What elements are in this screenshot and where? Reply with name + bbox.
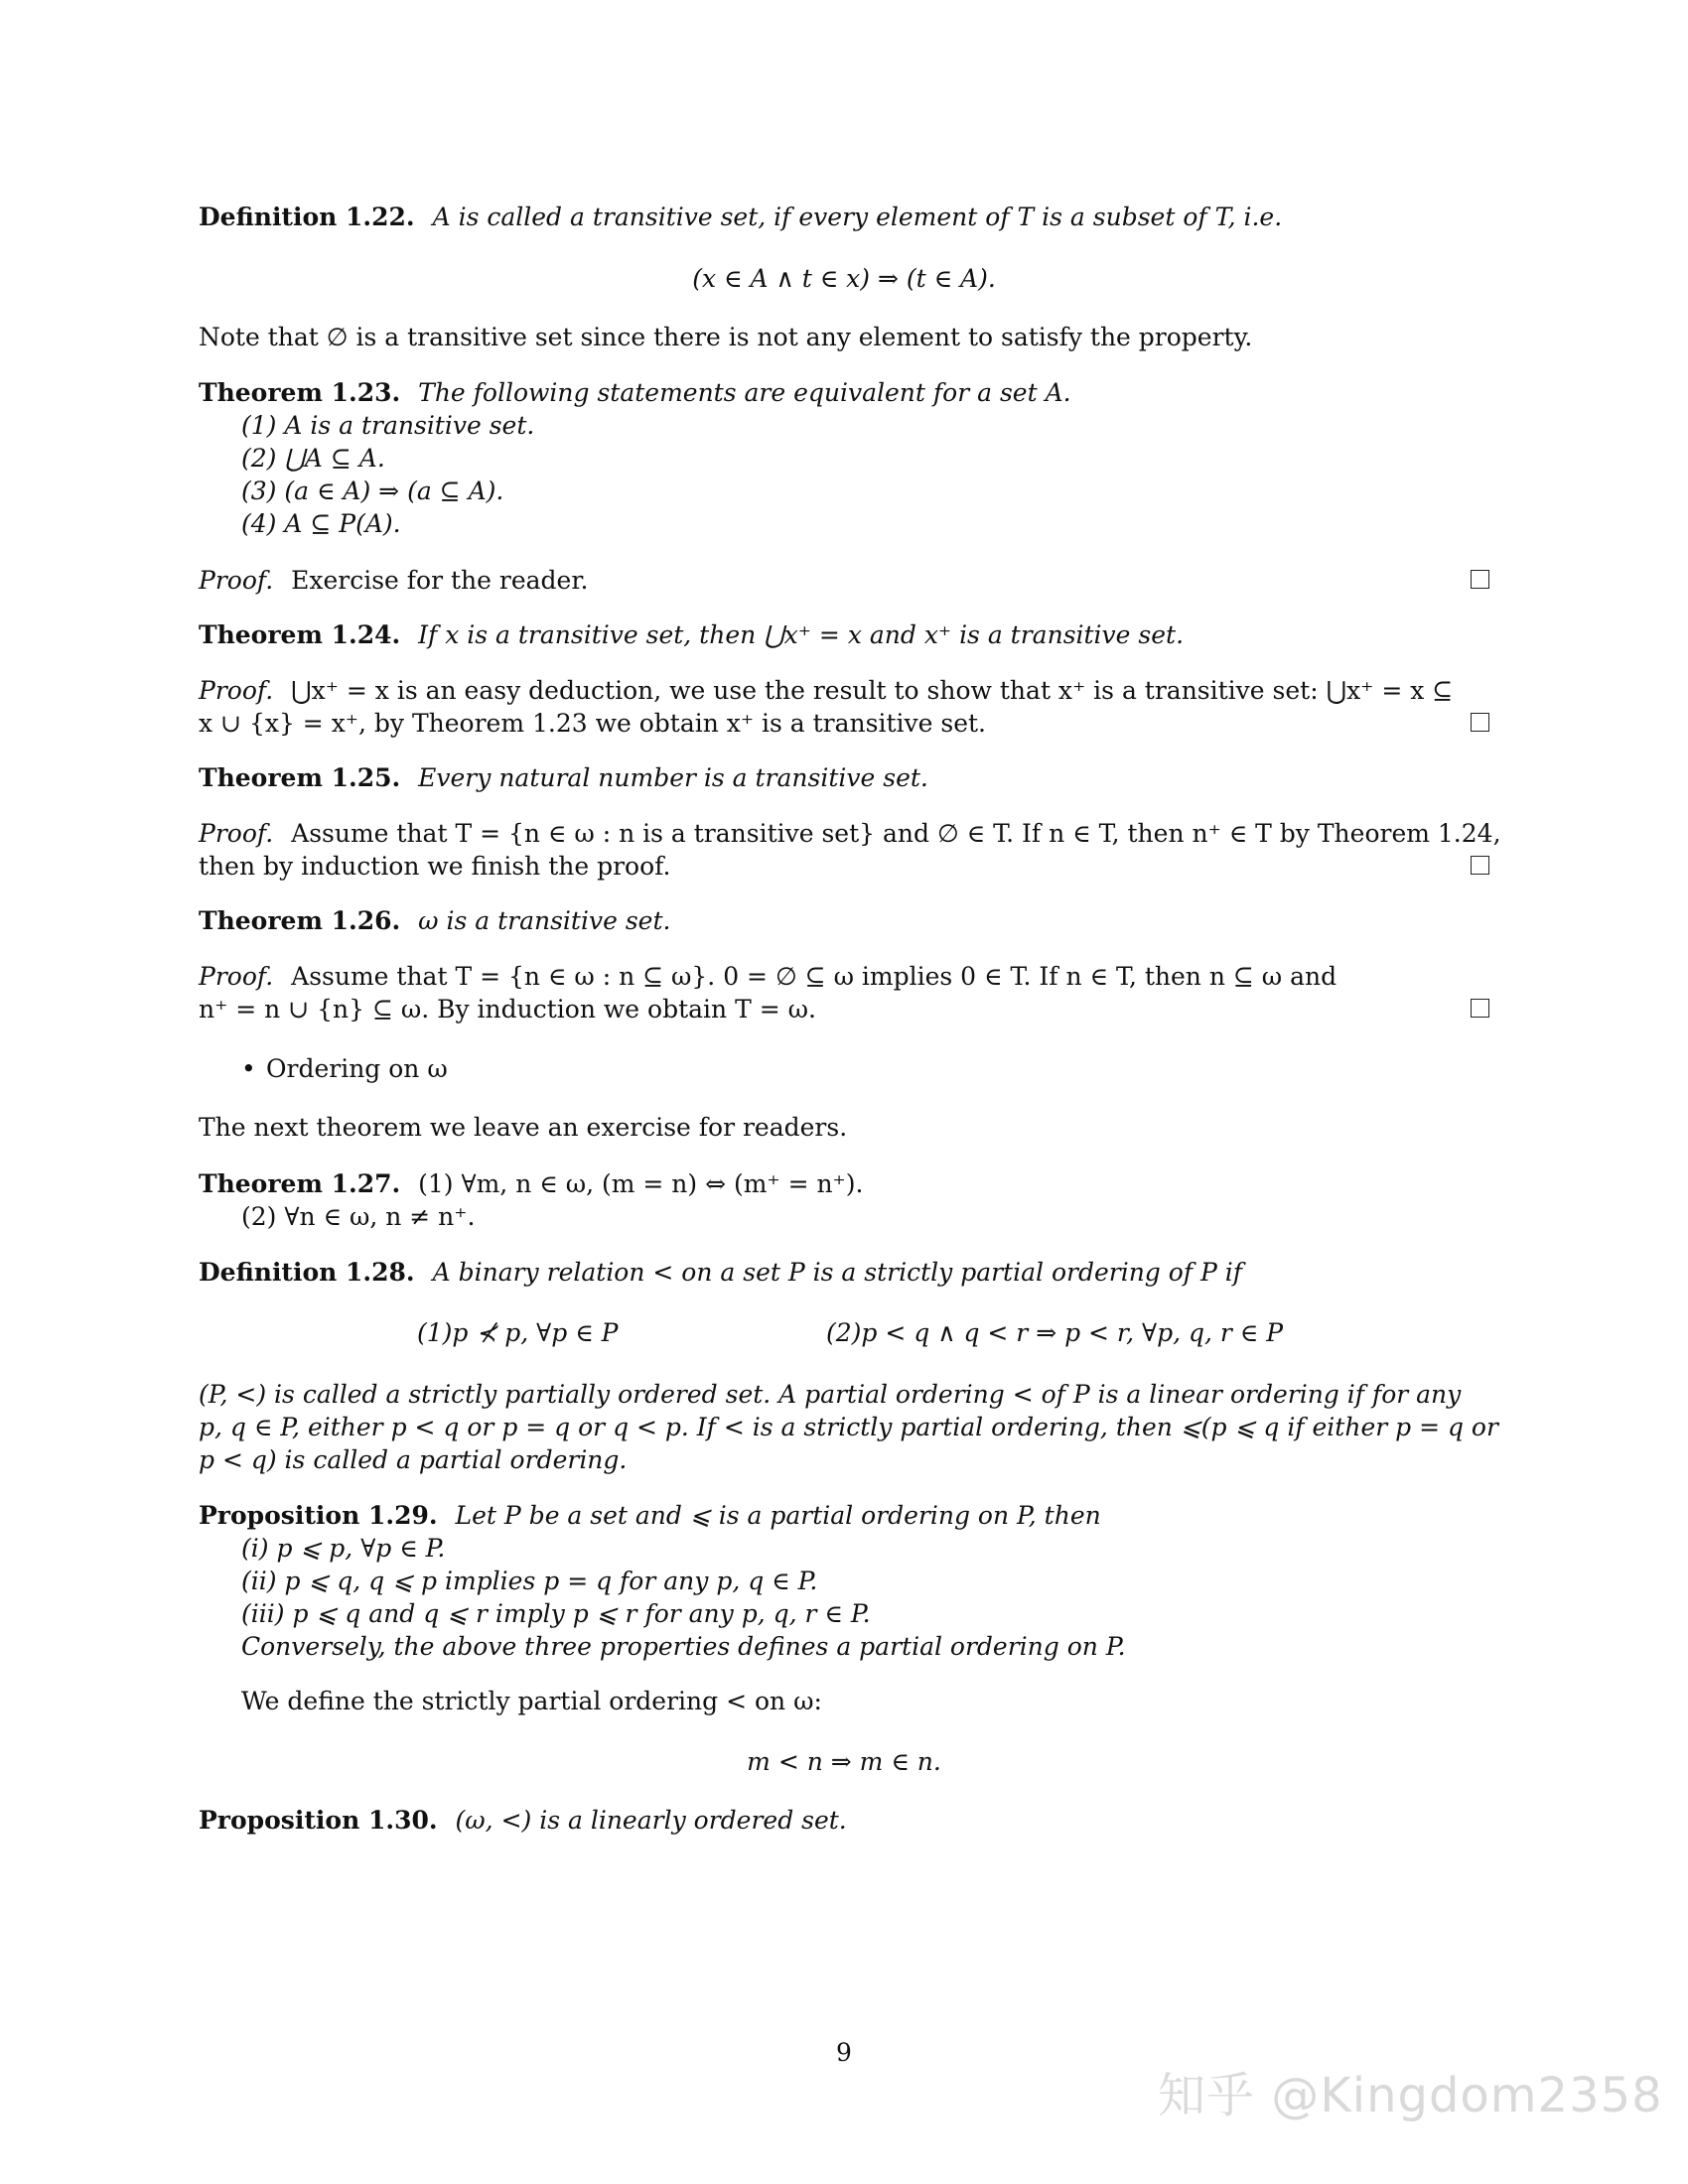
proposition-label: Proposition 1.30. <box>199 1806 438 1835</box>
proof-text: ⋃x⁺ = x is an easy deduction, we use the result to show that x⁺ is a transitive set: ⋃x⁺ = x ⊆ <box>291 676 1454 705</box>
theorem-1-23 <box>199 376 1489 409</box>
definition-1-28 <box>199 1256 1489 1289</box>
proof-text: Assume that T = {n ∈ ω : n ⊆ ω}. 0 = ∅ ⊆ ω implies 0 ∈ T. If n ∈ T, then n ⊆ ω and <box>291 962 1337 991</box>
proposition-item: Conversely, the above three properties defines a partial ordering on P. <box>241 1632 1126 1661</box>
proof-1-24 <box>199 674 1489 707</box>
theorem-1-24 <box>199 618 1489 651</box>
definition-text: A is called a transitive set, if every element of T is a subset of T, i.e. <box>432 203 1283 231</box>
bullet-icon: • <box>241 1054 256 1083</box>
proof-1-23 <box>199 564 1489 597</box>
theorem-1-27 <box>199 1167 1489 1200</box>
proposition-text: Let P be a set and ⩽ is a partial ordering on P, then <box>455 1501 1101 1530</box>
theorem-1-26 <box>199 904 1489 937</box>
strict-ordering-formula: m < n ⇒ m ∈ n. <box>747 1747 941 1776</box>
definition-1-22 <box>199 201 1489 233</box>
theorem-text: Every natural number is a transitive set. <box>418 763 928 792</box>
theorem-text: The following statements are equivalent for a set A. <box>418 378 1071 407</box>
theorem-1-25 <box>199 761 1489 794</box>
definition-body: (P, <) is called a strictly partially ordered set. A partial ordering < of P is a linear ordering if for any <box>199 1380 1462 1409</box>
proof-label: Proof. <box>199 819 274 848</box>
theorem-text: (1) ∀m, n ∈ ω, (m = n) ⇔ (m⁺ = n⁺). <box>418 1169 864 1198</box>
condition-1: (1)p ⊀ p, ∀p ∈ P <box>417 1318 619 1347</box>
theorem-item: (2) ⋃A ⊆ A. <box>241 444 385 473</box>
qed-box <box>1471 570 1489 589</box>
watermark: 知乎 @Kingdom2358 <box>1158 2068 1663 2123</box>
page-number: 9 <box>836 2038 852 2067</box>
proof-label: Proof. <box>199 566 274 595</box>
theorem-label: Theorem 1.26. <box>199 906 401 935</box>
proof-1-26 <box>199 960 1489 993</box>
theorem-item: (4) A ⊆ P(A). <box>241 509 401 538</box>
proof-1-25 <box>199 817 1501 850</box>
theorem-label: Theorem 1.27. <box>199 1169 401 1198</box>
definition-text: A binary relation < on a set P is a strictly partial ordering of P if <box>432 1258 1243 1287</box>
theorem-label: Theorem 1.23. <box>199 378 401 407</box>
proof-text: Assume that T = {n ∈ ω : n is a transitive set} and ∅ ∈ T. If n ∈ T, then n⁺ ∈ T by Theorem 1.24, <box>291 819 1501 848</box>
proof-label: Proof. <box>199 962 274 991</box>
definition-label: Definition 1.28. <box>199 1258 415 1287</box>
proof-text-continued: x ∪ {x} = x⁺, by Theorem 1.23 we obtain x⁺ is a transitive set. <box>199 709 986 738</box>
definition-label: Definition 1.22. <box>199 203 415 231</box>
proposition-item: (i) p ⩽ p, ∀p ∈ P. <box>241 1534 446 1563</box>
definition-body: p, q ∈ P, either p < q or p = q or q < p. If < is a strictly partial ordering, then ⩽(p ⩽ q if either p = q or <box>199 1413 1498 1441</box>
proposition-1-29 <box>199 1499 1489 1532</box>
proof-label: Proof. <box>199 676 274 705</box>
proposition-text: (ω, <) is a linearly ordered set. <box>455 1806 847 1835</box>
theorem-item: (3) (a ∈ A) ⇒ (a ⊆ A). <box>241 477 504 505</box>
qed-box <box>1471 856 1489 875</box>
proposition-item: (ii) p ⩽ q, q ⩽ p implies p = q for any p, q ∈ P. <box>241 1567 818 1595</box>
proposition-label: Proposition 1.29. <box>199 1501 438 1530</box>
theorem-label: Theorem 1.25. <box>199 763 401 792</box>
proof-text-continued: then by induction we finish the proof. <box>199 852 671 881</box>
next-theorem-note: The next theorem we leave an exercise for readers. <box>199 1113 848 1142</box>
theorem-text: ω is a transitive set. <box>418 906 671 935</box>
theorem-item: (2) ∀n ∈ ω, n ≠ n⁺. <box>241 1202 476 1231</box>
proposition-1-30 <box>199 1804 1489 1837</box>
empty-set-note: Note that ∅ is a transitive set since there is not any element to satisfy the property. <box>199 323 1253 351</box>
theorem-text: If x is a transitive set, then ⋃x⁺ = x and x⁺ is a transitive set. <box>418 620 1185 649</box>
theorem-item: (1) A is a transitive set. <box>241 411 535 440</box>
qed-box <box>1471 999 1489 1018</box>
strict-ordering-intro: We define the strictly partial ordering < on ω: <box>241 1687 822 1715</box>
section-bullet-text: Ordering on ω <box>266 1054 448 1083</box>
qed-box <box>1471 713 1489 732</box>
transitive-formula: (x ∈ A ∧ t ∈ x) ⇒ (t ∈ A). <box>692 264 996 293</box>
theorem-label: Theorem 1.24. <box>199 620 401 649</box>
condition-2: (2)p < q ∧ q < r ⇒ p < r, ∀p, q, r ∈ P <box>826 1318 1284 1347</box>
definition-body: p < q) is called a partial ordering. <box>199 1445 628 1474</box>
proposition-item: (iii) p ⩽ q and q ⩽ r imply p ⩽ r for any p, q, r ∈ P. <box>241 1599 871 1628</box>
proof-text: Exercise for the reader. <box>291 566 589 595</box>
proof-text-continued: n⁺ = n ∪ {n} ⊆ ω. By induction we obtain T = ω. <box>199 995 816 1024</box>
